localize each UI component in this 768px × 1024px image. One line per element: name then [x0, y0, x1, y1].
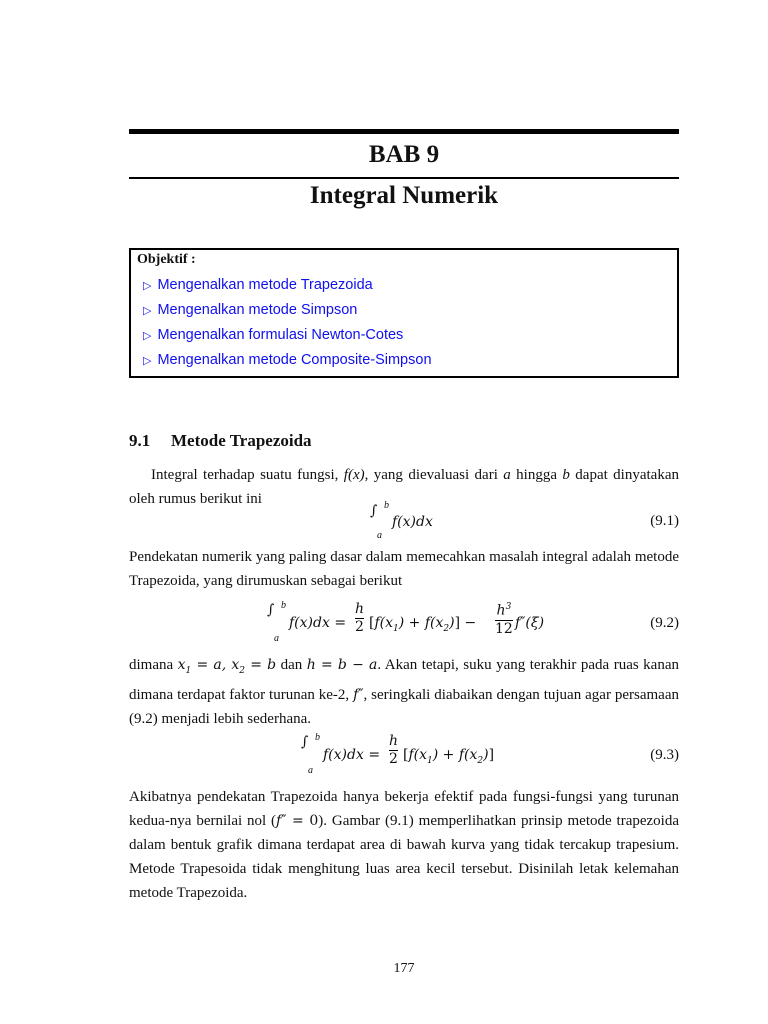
objective-label: Objektif :	[137, 252, 196, 267]
chapter-title: Integral Numerik	[309, 182, 499, 209]
paragraph-1: Integral terhadap suatu fungsi, f(x), yang dievaluasi dari a hingga b dapat dinyatakan oleh rumus berikut ini	[129, 467, 679, 507]
equation-number: (9.3)	[650, 747, 679, 763]
triangle-bullet-icon: ▷	[143, 280, 152, 292]
triangle-bullet-icon: ▷	[143, 330, 152, 342]
equation-number: (9.1)	[650, 513, 679, 529]
section-heading	[129, 431, 312, 451]
equation-9-3: ∫ b a f(x)dx = $\frac{h}{2}$ $[f(x_1) + f(x_2)]$ (9.3)	[301, 732, 679, 776]
chapter-label: BAB 9	[368, 141, 440, 168]
paragraph-2: Pendekatan numerik yang paling dasar dalam memecahkan masalah integral adalah metode Trapezoida, yang dirumuskan sebagai berikut	[129, 549, 679, 589]
objective-box	[129, 248, 679, 378]
section-title: Metode Trapezoida	[171, 431, 312, 450]
equation-number: (9.2)	[650, 615, 679, 631]
objective-item: ▷ Mengenalkan metode Composite-Simpson	[143, 352, 432, 368]
objective-item: ▷ Mengenalkan metode Simpson	[143, 302, 358, 318]
objective-item: ▷ Mengenalkan formulasi Newton-Cotes	[143, 327, 404, 343]
page-number: 177	[393, 961, 415, 976]
integral-expression: ∫ b a f(x)dx	[370, 500, 433, 541]
section-number: 9.1	[129, 431, 151, 450]
equation-9-2: ∫ b a f(x)dx = $\frac{h}{2}$ $[f(x_1) + f(x_2)]$ − $\frac{h^3}{12}$ f″(ξ) (9.2)	[267, 600, 679, 644]
paragraph-4: Akibatnya pendekatan Trapezoida hanya bekerja efektif pada fungsi-fungsi yang turunan kedua-nya bernilai nol (f″ = 0). Gambar (9.1) memperlihatkan prinsip metode trapezoida dalam bentuk grafik dimana terdapat area di bawah kurva yang tidak tercakup trapesium. Metode Trapesoida tidak menghitung luas area kecil tersebut. Disinilah letak kelemahan metode Trapezoida.	[129, 789, 679, 901]
chapter-divider-rule	[129, 177, 679, 179]
objective-item: ▷ Mengenalkan metode Trapezoida	[143, 277, 373, 293]
equation-9-1	[129, 500, 679, 543]
chapter-top-rule	[129, 129, 679, 134]
triangle-bullet-icon: ▷	[143, 355, 152, 367]
triangle-bullet-icon: ▷	[143, 305, 152, 317]
paragraph-3: dimana $x_1 = a$, $x_2 = b$ dan h = b − a. Akan tetapi, suku yang terakhir pada ruas kanan dimana terdapat faktor turunan ke-2, f″, seringkali diabaikan dengan tujuan agar persamaan (9.2) menjadi lebih sederhana.	[129, 657, 679, 727]
